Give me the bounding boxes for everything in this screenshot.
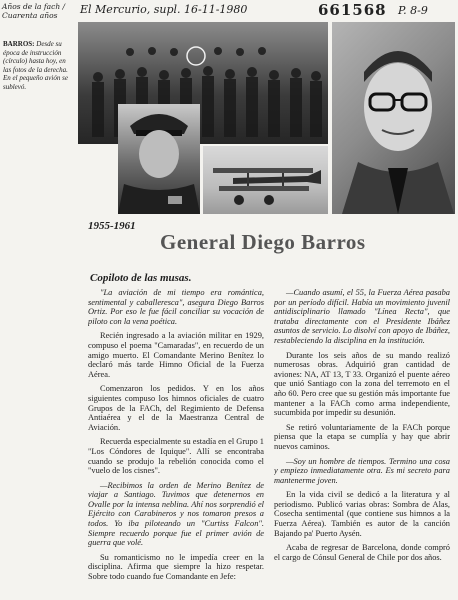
paragraph: Recuerda especialmente su estadía en el Grupo 1 "Los Cóndores de Iquique". Allí se encontraba cuando se produjo la rebelión conocida como el "vuelo de los cisnes". (88, 437, 264, 476)
clipping-source-note: El Mercurio, supl. 16-11-1980 (80, 3, 248, 16)
paragraph: —Cuando asumí, el 55, la Fuerza Aérea pasaba por un período difícil. Había un movimiento juvenil antidisciplinario llamado "Línea Recta", que trataba directamente con el Presidente Ibáñez asuntos de servicio. Lo disolví con apoyo de Ibáñez, restableciendo la disciplina en la institución. (274, 288, 450, 345)
airplane-photo (203, 146, 328, 214)
group-photo (78, 22, 328, 144)
paragraph: Recién ingresado a la aviación militar en 1929, compuso el poema "Camaradas", en recuerdo de un amigo muerto. El Comandante Merino Benítez lo declaró más tarde Himno Oficial de la Fuerza Aérea. (88, 331, 264, 379)
biplane-figure (203, 146, 328, 214)
caption-label: BARROS: (3, 40, 35, 48)
article-years: 1955-1961 (88, 220, 136, 232)
highlight-circle (187, 47, 205, 65)
margin-handwritten-note: Años de la fach / Cuarenta años (2, 2, 66, 20)
paragraph: Comenzaron los pedidos. Y en los años siguientes compuso los himnos oficiales de cuatro Grupos de la FACh, del Regimiento de Defensa Antiaérea y el de la Maestranza Central de Aviación. (88, 384, 264, 432)
group-photo-figures (78, 22, 328, 144)
caption-text: Desde su época de instrucción (círculo) hasta hoy, en las fotos de la derecha. En el pequeño avión se sublevó. (3, 40, 68, 91)
paragraph: —Recibimos la orden de Merino Benítez de viajar a Santiago. Tuvimos que detenernos en Ovalle por la intensa neblina. Ahí nos sorprendió el Ejército con Carabineros y nos tomaron presos a todos. Yo iba piloteando un "Curtiss Falcon". Siempre recuerdo porque fue el primer avión de guerra que volé. (88, 480, 264, 548)
article-column-right (274, 288, 450, 594)
article-column-left (88, 288, 264, 594)
paragraph: Durante los seis años de su mando realizó numerosas obras. Adquirió gran cantidad de aviones: NA, AT 13, T 33. Organizó el puente aéreo que unió Santiago con la zona del terremoto en el año 60. Pero cree que su gestión más importante fue mantener a la FACh como arma independiente, sucumbida por impedir su desunión. (274, 350, 450, 418)
officer-figure (118, 104, 200, 214)
paragraph: Se retiró voluntariamente de la FACh porque piensa que la etapa se cumplía y hay que abrir nuevos caminos. (274, 422, 450, 451)
portrait-photo-older (332, 22, 455, 214)
photo-caption (3, 40, 75, 92)
article-subtitle: Copiloto de las musas. (90, 272, 192, 284)
paragraph: Su romanticismo no le impedía creer en la disciplina. Afirma que siempre la hizo respetar. Sobre todo cuando fue Comandante en Jefe: (88, 552, 264, 582)
article-title: General Diego Barros (160, 230, 366, 254)
portrait-figure (332, 22, 455, 214)
paragraph: Acaba de regresar de Barcelona, donde compró el cargo de Cónsul General de Chile por dos años. (274, 543, 450, 562)
archive-number: 661568 (318, 1, 387, 19)
paragraph: "La aviación de mi tiempo era romántica, sentimental y caballeresca", asegura Diego Barros Ortiz. Por eso le fue fácil conciliar su vocación de piloto con la vena poética. (88, 288, 264, 326)
paragraph: —Soy un hombre de tiempos. Termino una cosa y empiezo inmediatamente otra. Es mi secreto para mantenerme joven. (274, 456, 450, 485)
officer-photo (118, 104, 200, 214)
page-mark: P. 8-9 (398, 4, 428, 17)
paragraph: En la vida civil se dedicó a la literatura y al periodismo. Publicó varias obras: Sombra de Alas, Cosecha sentimental (que contiene sus himnos a la Fuerza Aérea). También es autor de la canción Bajando pa' Puerto Aysén. (274, 490, 450, 538)
